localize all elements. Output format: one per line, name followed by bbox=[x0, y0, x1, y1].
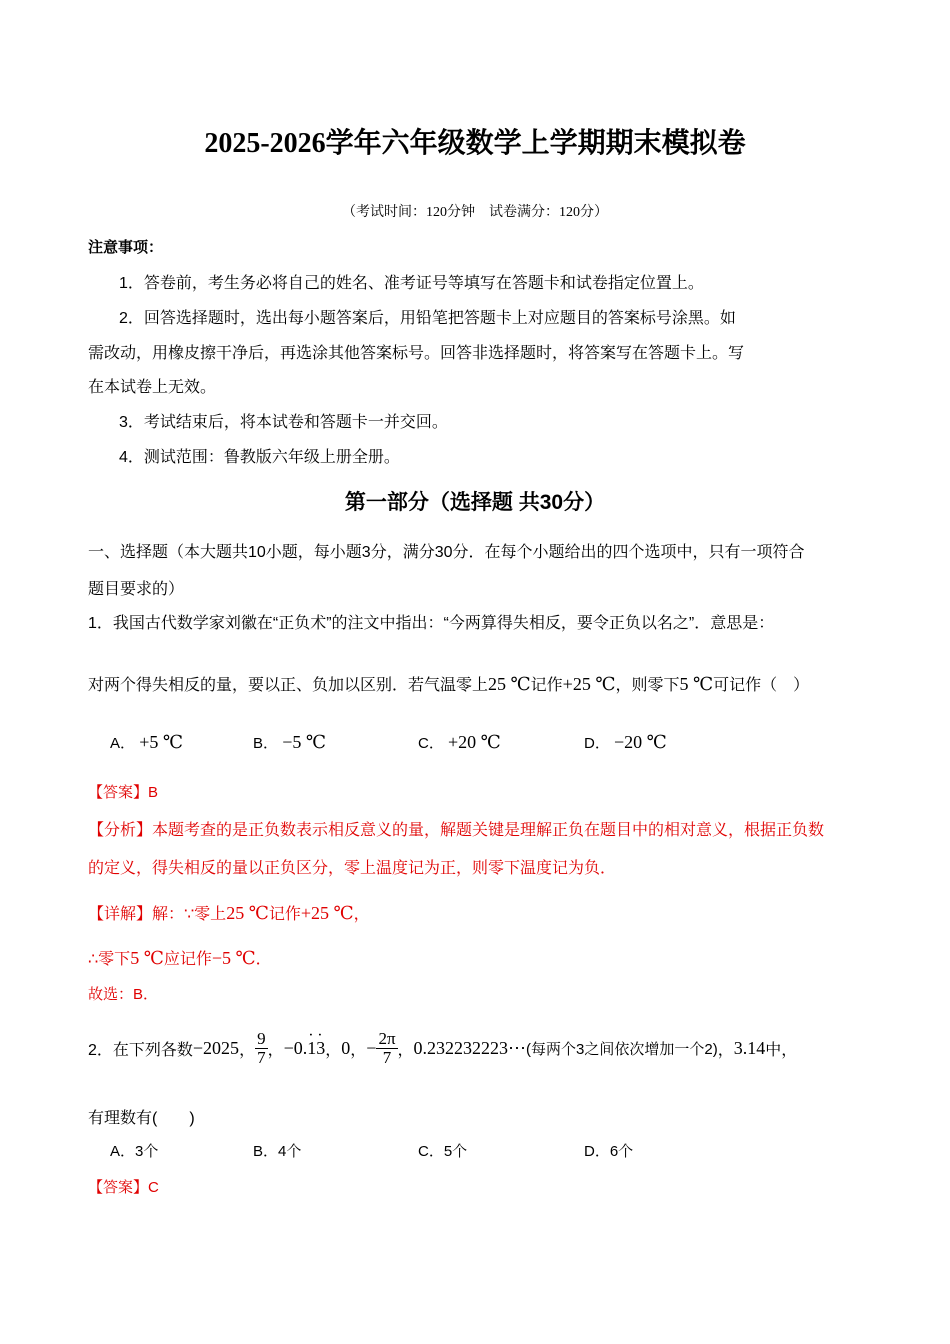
q1-option-c bbox=[418, 732, 501, 753]
q1-analysis: 【分析】本题考查的是正负数表示相反意义的量，解题关键是理解正负在题目中的相对意义，根据正负数 bbox=[88, 822, 825, 839]
notice-item: 3．考试结束后，将本试卷和答题卡一并交回。 bbox=[119, 414, 448, 431]
detail-text: 【详解】解：∵零上 bbox=[88, 906, 227, 923]
notice-heading: 注意事项： bbox=[88, 239, 164, 256]
q1-option-a bbox=[110, 732, 183, 753]
option-label: C． bbox=[418, 735, 444, 752]
repeating-digit: · 3 bbox=[316, 1038, 325, 1059]
q2-number: 3.14 bbox=[733, 1037, 766, 1058]
q2-option-d bbox=[584, 1140, 633, 1161]
q2-note: (每两个3之间依次增加一个2) bbox=[526, 1040, 718, 1058]
q1-option-d bbox=[584, 732, 667, 753]
detail-text: ， bbox=[353, 906, 370, 923]
detail-math: 5 ℃ bbox=[130, 948, 164, 968]
q2-stem-cont: 有理数有( ) bbox=[88, 1110, 195, 1127]
q1-answer: 【答案】B bbox=[88, 784, 159, 801]
option-label: D． bbox=[584, 1143, 610, 1160]
q2-fraction bbox=[255, 1030, 268, 1067]
option-label: C． bbox=[418, 1143, 444, 1160]
q1-math: 5 ℃ bbox=[679, 674, 714, 694]
option-label: B． bbox=[253, 1143, 279, 1160]
option-value: 5个 bbox=[443, 1143, 468, 1160]
q2-fraction-pi bbox=[376, 1030, 397, 1067]
page-title: 2025-2026学年六年级数学上学期期末模拟卷 bbox=[204, 128, 746, 159]
q1-detail-cont bbox=[88, 946, 272, 969]
part-title: 第一部分（选择题 共30分） bbox=[344, 491, 606, 514]
q2-separator: ， bbox=[717, 1041, 734, 1059]
q2-separator: ， bbox=[350, 1041, 367, 1059]
detail-text: 记作 bbox=[268, 906, 301, 923]
q1-text: 对两个得失相反的量，要以正、负加以区别．若气温零上 bbox=[88, 677, 489, 694]
notice-item: 需改动，用橡皮擦干净后，再选涂其他答案标号。回答非选择题时，将答案写在答题卡上。写 bbox=[88, 345, 745, 362]
option-value: +20 ℃ bbox=[448, 732, 501, 752]
detail-text: 应记作 bbox=[163, 951, 212, 968]
q2-minus: − bbox=[366, 1037, 377, 1058]
fraction-denominator: 7 bbox=[257, 1047, 266, 1067]
option-value: −5 ℃ bbox=[282, 732, 326, 752]
repeating-digit: · 1 bbox=[307, 1038, 316, 1059]
fraction-denominator: 7 bbox=[382, 1047, 392, 1067]
q2-separator: ， bbox=[239, 1041, 256, 1059]
q2-separator: ， bbox=[325, 1041, 342, 1059]
q2-separator: ， bbox=[397, 1041, 414, 1059]
decimal-part: −0. bbox=[283, 1037, 308, 1058]
option-label: A． bbox=[110, 1143, 136, 1160]
option-value: 4个 bbox=[278, 1143, 302, 1160]
q1-stem-cont bbox=[88, 672, 809, 695]
q2-stem bbox=[88, 1030, 797, 1067]
notice-item: 1．答卷前，考生务必将自己的姓名、准考证号等填写在答题卡和试卷指定位置上。 bbox=[119, 275, 704, 292]
q1-text: 可记作（ ） bbox=[713, 677, 810, 694]
detail-math: 25 ℃ bbox=[226, 903, 269, 923]
option-value: −20 ℃ bbox=[614, 732, 667, 752]
q2-repeating-decimal bbox=[284, 1038, 326, 1059]
q2-number: 0 bbox=[341, 1037, 351, 1058]
option-value: 3个 bbox=[135, 1143, 159, 1160]
notice-item: 在本试卷上无效。 bbox=[88, 379, 217, 396]
notice-item: 4．测试范围：鲁教版六年级上册全册。 bbox=[119, 449, 400, 466]
detail-math: −5 ℃ bbox=[211, 948, 256, 968]
q2-option-c bbox=[418, 1140, 467, 1161]
q1-stem: 1．我国古代数学家刘徽在“正负术”的注文中指出：“今两算得失相反，要令正负以名之”．意思是： bbox=[88, 615, 775, 632]
q1-math: +25 ℃ bbox=[562, 674, 616, 694]
q1-text: ，则零下 bbox=[615, 677, 680, 694]
q1-detail bbox=[88, 901, 370, 924]
detail-text: ∴零下 bbox=[88, 951, 131, 968]
q2-answer: 【答案】C bbox=[88, 1179, 159, 1196]
fraction-numerator: 9 bbox=[257, 1029, 266, 1048]
option-label: B． bbox=[253, 735, 279, 752]
fraction-numerator: 2π bbox=[378, 1029, 396, 1048]
q1-math: 25 ℃ bbox=[488, 674, 531, 694]
section-heading-cont: 题目要求的） bbox=[88, 581, 185, 598]
q1-analysis-cont: 的定义，得失相反的量以正负区分，零上温度记为正，则零下温度记为负． bbox=[88, 860, 617, 877]
q2-number: −2025 bbox=[192, 1037, 240, 1058]
q1-choice: 故选：B． bbox=[88, 986, 159, 1003]
q1-text: 记作 bbox=[530, 677, 563, 694]
notice-item: 2．回答选择题时，选出每小题答案后，用铅笔把答题卡上对应题目的答案标号涂黑。如 bbox=[119, 310, 736, 327]
q2-option-a bbox=[110, 1140, 158, 1161]
option-value: 6个 bbox=[609, 1143, 634, 1160]
q2-option-b bbox=[253, 1140, 301, 1161]
q1-option-b bbox=[253, 732, 326, 753]
exam-subtitle: （考试时间：120分钟 试卷满分：120分） bbox=[342, 205, 608, 220]
option-label: D． bbox=[584, 735, 610, 752]
section-heading: 一、选择题（本大题共10小题，每小题3分，满分30分．在每个小题给出的四个选项中，只有一项符合 bbox=[88, 544, 805, 561]
detail-text: ． bbox=[255, 951, 272, 968]
q2-separator: ， bbox=[267, 1041, 284, 1059]
q2-text: 2．在下列各数 bbox=[88, 1041, 193, 1059]
option-label: A． bbox=[110, 735, 136, 752]
option-value: +5 ℃ bbox=[139, 732, 183, 752]
q2-number: 0.232232223⋯ bbox=[413, 1037, 527, 1058]
detail-math: +25 ℃ bbox=[300, 903, 354, 923]
q2-text: 中， bbox=[765, 1041, 798, 1059]
